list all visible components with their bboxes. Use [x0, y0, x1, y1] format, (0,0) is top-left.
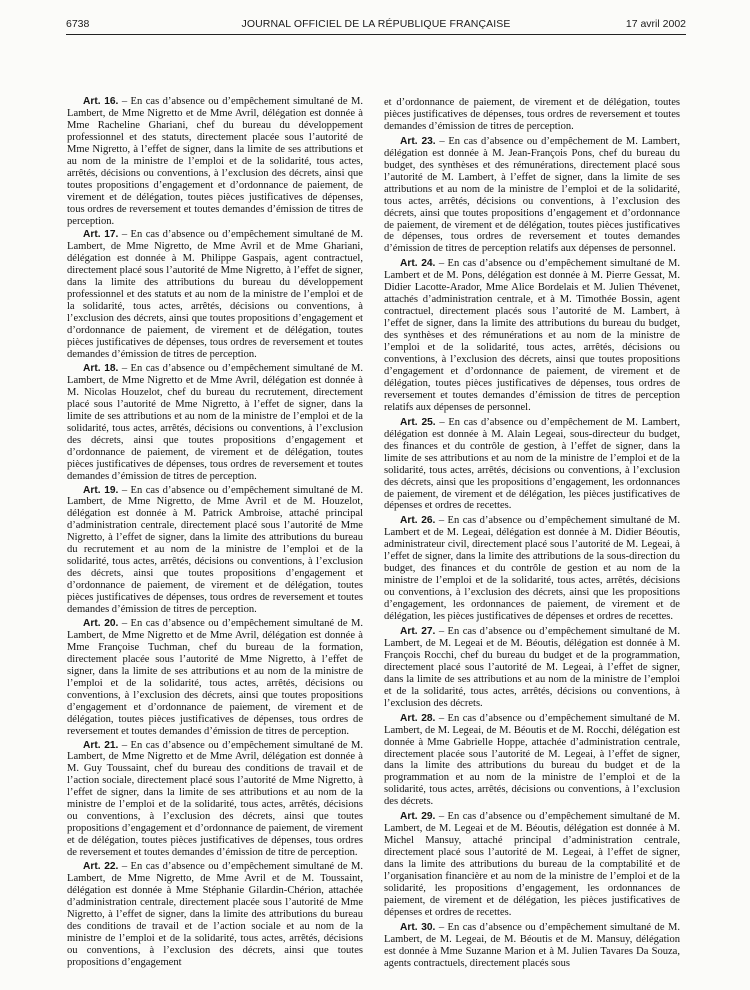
- article-label: Art. 22.: [83, 861, 119, 873]
- left-column: [67, 96, 363, 976]
- journal-title: JOURNAL OFFICIEL DE LA RÉPUBLIQUE FRANÇAISE: [241, 18, 511, 30]
- right-column: [384, 97, 680, 977]
- article-text: – En cas d’absence ou d’empêchement simultané de M. Lambert, de Mme Nigretto et de Mme Avril, délégation est donnée à Mme Françoise Tuchman, chef du bureau de la formation, directement placée sous l’autorité de Mme Nigretto, à l’effet de signer, dans la limite de ses attributions et au nom de la ministre de l’emploi et de la solidarité, tous actes, arrêtés, décisions ou conventions, à l’exclusion des décrets, ainsi que toutes propositions d’engagement et d’ordonnance de paiement, de virement et de délégation, toutes pièces justificatives de dépenses, tous ordres de reversement et toutes demandes d’émission de titres de perception.: [67, 617, 363, 737]
- article-paragraph: [384, 811, 680, 919]
- article-text: – En cas d’absence ou d’empêchement simultané de M. Lambert, de Mme Nigretto et de Mme Avril, délégation est donnée à Mme Racheline Ghariani, chef du bureau du développement professionnel et des statuts, directement placée sous l’autorité de Mme Nigretto, à l’effet de signer, dans la limite de ses attributions et au nom de la ministre de l’emploi et de la solidarité, tous actes, arrêtés, décisions ou conventions, à l’exclusion des décrets, ainsi que toutes propositions d’engagement et d’ordonnance de paiement, de virement et de délégation, toutes pièces justificatives de dépenses, tous ordres de reversement et toutes demandes d’émission de titres de perception.: [67, 96, 363, 227]
- article-text: – En cas d’absence ou d’empêchement simultané de M. Lambert, de Mme Nigretto et de Mme Avril, délégation est donnée à M. Nicolas Houzelot, chef du bureau du recrutement, directement placé sous l’autorité de Mme Nigretto, à l’effet de signer, dans la limite de ses attributions et au nom de la ministre de l’emploi et de la solidarité, tous actes, arrêtés, décisions ou conventions, à l’exclusion des décrets, ainsi que toutes propositions d’engagement et d’ordonnance de paiement, de virement et de délégation, toutes pièces justificatives de dépenses, tous ordres de reversement et toutes demandes d’émission de titres de perception.: [67, 362, 363, 482]
- article-label: Art. 20.: [83, 617, 119, 629]
- article-label: Art. 27.: [400, 625, 436, 637]
- article-paragraph: [384, 258, 680, 413]
- article-paragraph: [384, 713, 680, 809]
- article-paragraph: [67, 229, 363, 360]
- article-paragraph: [67, 363, 363, 483]
- article-paragraph: [384, 626, 680, 710]
- article-label: Art. 28.: [400, 712, 436, 724]
- article-text: – En cas d’absence ou d’empêchement simultané de M. Lambert, de Mme Nigretto, de Mme Avril et de Mme Ghariani, délégation est donnée à M. Philippe Gaspais, agent contractuel, directement placé sous l’autorité de Mme Nigretto, à l’effet de signer, dans la limite des attributions du bureau du développement professionnel et des statuts et au nom de la ministre de l’emploi et de la solidarité, tous actes, arrêtés, décisions ou conventions, à l’exclusion des décrets, ainsi que toutes propositions d’engagement et d’ordonnance de paiement, de virement et de délégation, toutes pièces justificatives de dépenses, tous ordres de reversement et toutes demandes d’émission de titres de perception.: [67, 229, 363, 361]
- article-label: Art. 17.: [83, 229, 119, 241]
- article-label: Art. 16.: [83, 96, 119, 107]
- article-label: Art. 30.: [400, 921, 436, 933]
- header-rule: [66, 34, 686, 35]
- article-text: – En cas d’absence ou d’empêchement de M. Lambert, délégation est donnée à M. Alain Legeai, sous-directeur du budget, des finances et du contrôle de gestion, à l’effet de signer, dans la limite de ses attributions et au nom de la ministre de l’emploi et de la solidarité, tous actes, arrêtés, décisions ou conventions, à l’exclusion des décrets, ainsi que les propositions d’engagement, les ordonnances de paiement, de virement et de délégation, les pièces justificatives de dépenses et ordres de recettes.: [384, 416, 680, 512]
- article-label: Art. 21.: [83, 739, 119, 751]
- article-text: – En cas d’absence ou d’empêchement simultané de M. Lambert et de M. Legeai, délégation est donnée à M. Didier Béoutis, administrateur civil, directement placé sous l’autorité de M. Legeai, à l’effet de signer, dans la limite des attributions de la sous-direction du budget, des finances et du contrôle de gestion et au nom de la ministre de l’emploi et de la solidarité, tous actes, arrêtés, décisions ou conventions, à l’exclusion des décrets, ainsi que les propositions d’engagement, les ordonnances de paiement, de virement et de délégation, les pièces justificatives de dépenses et ordres de recettes.: [384, 515, 680, 623]
- article-text: – En cas d’absence ou d’empêchement simultané de M. Lambert, de M. Legeai et de M. Béoutis, délégation est donnée à M. Michel Mansuy, attaché principal d’administration centrale, directement placé sous l’autorité de M. Legeai, à l’effet de signer, dans la limite des attributions du bureau de la comptabilité et de l’organisation financière et au nom de la ministre de l’emploi et de la solidarité, les propositions d’engagement, les ordonnances de paiement, de virement et de délégation, les pièces justificatives de dépenses et ordres de recettes.: [384, 811, 680, 918]
- article-label: Art. 24.: [400, 258, 436, 270]
- article-paragraph: [67, 485, 363, 616]
- article-paragraph: [384, 515, 680, 623]
- article-label: Art. 18.: [83, 362, 119, 374]
- article-text: – En cas d’absence ou d’empêchement simultané de M. Lambert, de Mme Nigretto, de Mme Avril et de M. Houzelot, délégation est donnée à M. Patrick Ambroise, attaché principal d’administration centrale, directement placé sous l’autorité de Mme Nigretto, à l’effet de signer, dans la limite des attributions du bureau du recrutement et au nom de la ministre de l’emploi et de la solidarité, tous actes, arrêtés, décisions ou conventions, à l’exclusion des décrets, ainsi que toutes propositions d’engagement et d’ordonnance de paiement, de virement et de délégation, toutes pièces justificatives de dépenses, tous ordres de reversement et toutes demandes d’émission de titres de perception.: [67, 484, 363, 616]
- page-header: [66, 18, 686, 34]
- article-label: Art. 26.: [400, 515, 436, 527]
- article-label: Art. 23.: [400, 135, 436, 147]
- article-paragraph: [384, 417, 680, 513]
- article-text: – En cas d’absence ou d’empêchement de M. Lambert, délégation est donnée à M. Jean-François Pons, chef du bureau du budget, des synthèses et des rémunérations, directement placé sous l’autorité de M. Lambert, à l’effet de signer, dans la limite de ses attributions et au nom de la ministre de l’emploi et de la solidarité, tous actes, arrêtés, décisions ou conventions, à l’exclusion des décrets, ainsi que toutes propositions d’engagement et d’ordonnance de paiement, de virement et de délégation, toutes pièces justificatives de dépenses, tous ordres de reversement et toutes demandes d’émission de titres de perception relatifs aux dépenses de personnel.: [384, 135, 680, 255]
- article-text: – En cas d’absence ou d’empêchement simultané de M. Lambert, de Mme Nigretto et de Mme Avril, délégation est donnée à M. Guy Toussaint, chef du bureau des conditions de travail et de l’action sociale, directement placé sous l’autorité de Mme Nigretto, à l’effet de signer, dans la limite de ses attributions et au nom de la ministre de l’emploi et de la solidarité, tous actes, arrêtés, décisions ou conventions, à l’exclusion des décrets, ainsi que toutes propositions d’engagement et d’ordonnance de paiement, de virement et de délégation, toutes pièces justificatives de dépenses, tous ordres de reversement et toutes demandes d’émission de titre de perception.: [67, 739, 363, 859]
- article-text: – En cas d’absence ou d’empêchement simultané de M. Lambert, de M. Legeai, de M. Béoutis et de M. Rocchi, délégation est donnée à Mme Gabrielle Hoppe, attachée d’administration centrale, directement placée sous l’autorité de M. Legeai, à l’effet de signer, dans la limite des attributions du bureau du budget et de la programmation et au nom de la ministre de l’emploi et de la solidarité, tous actes, arrêtés, décisions ou conventions, à l’exclusion des décrets.: [384, 712, 680, 808]
- article-paragraph: [67, 861, 363, 969]
- article-paragraph-continued: [384, 97, 680, 133]
- article-text: – En cas d’absence ou d’empêchement simultané de M. Lambert et de M. Pons, délégation est donnée à M. Pierre Gessat, M. Didier Lacotte-Arador, Mme Alice Bordelais et M. Julien Thévenet, attachés d’administration centrale, et à M. Timothée Bossin, agent contractuel, directement placés sous l’autorité de M. Lambert, à l’effet de signer, dans la limite des attributions du bureau du budget, des synthèses et des rémunérations et au nom de la ministre de l’emploi et de la solidarité, tous actes, arrêtés, décisions ou conventions, à l’exclusion des décrets, ainsi que toutes propositions d’engagement et d’ordonnance de paiement, de virement et de délégation, toutes pièces justificatives de dépenses, tous ordres de reversement et toutes demandes d’émission de titres de perception relatifs aux dépenses de personnel.: [384, 258, 680, 413]
- article-paragraph: [67, 618, 363, 738]
- article-text: – En cas d’absence ou d’empêchement simultané de M. Lambert, de M. Legeai, de M. Béoutis et de M. Mansuy, délégation est donnée à Mme Suzanne Marion et à M. Julien Tavares Da Souza, agents contractuels, directement placés sous: [384, 921, 680, 969]
- article-paragraph: [384, 136, 680, 256]
- article-label: Art. 19.: [83, 484, 119, 496]
- page-number: 6738: [66, 18, 90, 30]
- article-label: Art. 25.: [400, 416, 436, 428]
- article-paragraph: [384, 922, 680, 970]
- article-text: – En cas d’absence ou d’empêchement simultané de M. Lambert, de M. Legeai et de M. Béoutis, délégation est donnée à M. François Rocchi, chef du bureau du budget et de la programmation, directement placé sous l’autorité de M. Legeai, à l’effet de signer, dans la limite de ses attributions et au nom de la ministre de l’emploi et de la solidarité, tous actes, arrêtés, décisions ou conventions, à l’exclusion des décrets.: [384, 625, 680, 709]
- article-paragraph: [67, 740, 363, 860]
- article-paragraph: [67, 96, 363, 227]
- article-text: et d’ordonnance de paiement, de virement et de délégation, toutes pièces justificatives de dépenses, tous ordres de reversement et toutes demandes d’émission de titres de perception.: [384, 97, 680, 132]
- article-text: – En cas d’absence ou d’empêchement simultané de M. Lambert, de Mme Nigretto, de Mme Avril et de M. Toussaint, délégation est donnée à Mme Stéphanie Gilardin-Chérion, attachée d’administration centrale, directement placée sous l’autorité de Mme Nigretto, à l’effet de signer, dans la limite des attributions du bureau des conditions de travail et de l’action sociale et au nom de la ministre de l’emploi et de la solidarité, tous actes, arrêtés, décisions ou conventions, à l’exclusion des décrets, ainsi que toutes propositions d’engagement: [67, 861, 363, 968]
- publication-date: 17 avril 2002: [625, 18, 686, 30]
- article-label: Art. 29.: [400, 811, 436, 823]
